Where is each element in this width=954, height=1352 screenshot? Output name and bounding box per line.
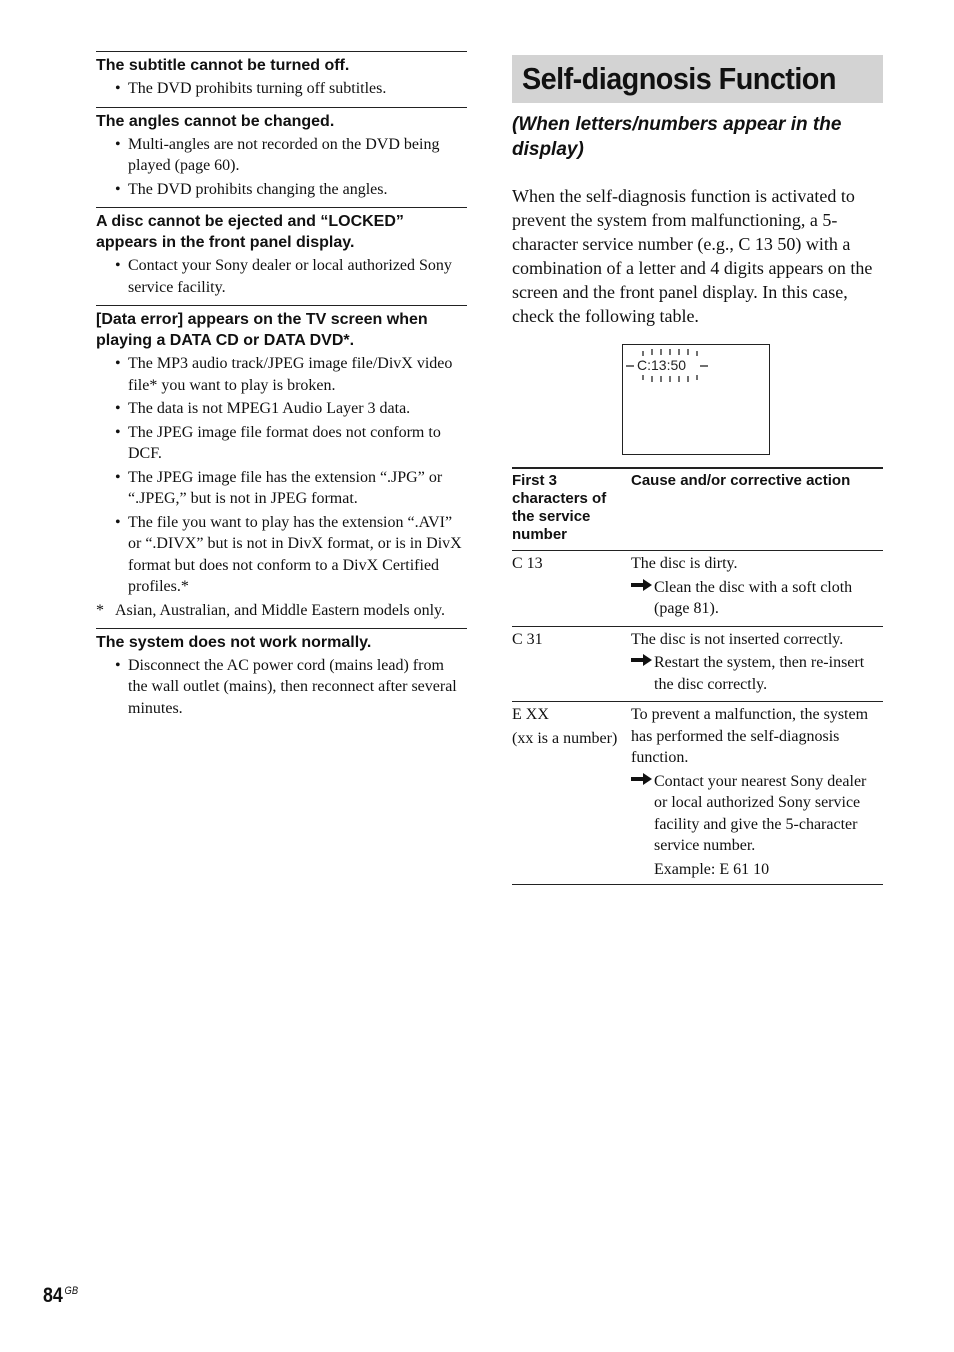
- subheading: (When letters/numbers appear in the display): [512, 114, 842, 160]
- footnote-mark: *: [96, 601, 104, 619]
- list-item: • The JPEG image file has the extension “.JPG” or “.JPEG,” but is not in JPEG format.: [115, 468, 443, 507]
- trouble-section-subtitle: [96, 51, 467, 100]
- column-header-action: Cause and/or corrective action: [631, 472, 851, 489]
- bullet-icon: •: [115, 656, 121, 674]
- footnote: * Asian, Australian, and Middle Eastern models only.: [96, 601, 446, 619]
- trouble-section-not-working: [96, 628, 467, 720]
- bullet-list: [96, 655, 467, 720]
- bullet-list: [96, 134, 467, 201]
- code-cell: [512, 626, 631, 702]
- region-code: GB: [64, 1285, 79, 1297]
- column-header-code: First 3 characters of the service number: [512, 472, 607, 543]
- self-diagnosis-column: [512, 55, 883, 878]
- service-code-note: (xx is a number): [512, 729, 618, 747]
- bullet-icon: •: [115, 135, 121, 153]
- code-cell: [512, 551, 631, 627]
- section-banner: [512, 55, 883, 103]
- section-title: [Data error] appears on the TV screen when playing a DATA CD or DATA DVD*.: [96, 311, 428, 349]
- arrow-right-icon: [631, 578, 653, 592]
- trouble-section-locked: [96, 207, 467, 298]
- page-title: Self-diagnosis Function: [522, 61, 836, 96]
- cause-text: The disc is dirty.: [631, 555, 738, 572]
- bullet-list: [96, 255, 467, 298]
- service-code-display: C:13:50: [637, 357, 687, 373]
- list-item: • Disconnect the AC power cord (mains lead) from the wall outlet (mains), then reconnect after several minutes.: [115, 656, 457, 717]
- service-number-table: [512, 467, 883, 885]
- table-row: [512, 626, 883, 702]
- list-item: • The MP3 audio track/JPEG image file/DivX video file* you want to play is broken.: [115, 355, 453, 394]
- corrective-action: Contact your nearest Sony dealer or local authorized Sony service facility and give the 5-character service number.: [631, 771, 883, 857]
- action-cell: [631, 702, 883, 885]
- code-cell: [512, 702, 631, 885]
- list-item: • Multi-angles are not recorded on the DVD being played (page 60).: [115, 135, 440, 174]
- cause-text: The disc is not inserted correctly.: [631, 630, 844, 648]
- arrow-right-icon: [631, 653, 653, 667]
- front-panel-display-illustration: [622, 344, 770, 455]
- list-item: • The data is not MPEG1 Audio Layer 3 data.: [96, 398, 467, 420]
- list-item: • The DVD prohibits changing the angles.: [96, 179, 467, 201]
- list-item: • The DVD prohibits turning off subtitles.: [96, 78, 467, 100]
- table-row: [512, 702, 883, 885]
- section-title: A disc cannot be ejected and “LOCKED” appears in the front panel display.: [96, 213, 404, 251]
- bullet-icon: •: [115, 468, 121, 486]
- table-row: [512, 551, 883, 627]
- table-header-row: [512, 468, 883, 551]
- action-cell: [631, 626, 883, 702]
- action-cell: [631, 551, 883, 627]
- corrective-action: Restart the system, then re-insert the disc correctly.: [631, 652, 883, 695]
- bullet-icon: •: [115, 513, 121, 531]
- bullet-icon: •: [115, 400, 121, 417]
- list-item: • Contact your Sony dealer or local authorized Sony service facility.: [115, 257, 452, 296]
- page-number: 84 $^{GB}$: [43, 1284, 79, 1307]
- example-text: Example: E 61 10: [654, 860, 770, 878]
- bullet-list: [96, 353, 467, 598]
- service-code: C 13: [512, 555, 543, 572]
- bullet-icon: •: [115, 257, 121, 274]
- bullet-icon: •: [115, 355, 121, 372]
- bullet-icon: •: [115, 423, 121, 441]
- section-title: The angles cannot be changed.: [96, 112, 335, 130]
- section-title: The subtitle cannot be turned off.: [96, 57, 350, 74]
- service-code: E XX: [512, 706, 549, 723]
- list-item: • The file you want to play has the extension “.AVI” or “.DIVX” but is not in DivX format, or is in DivX format but does not conform to a DivX Certified profiles.*: [115, 513, 462, 595]
- section-title: The system does not work normally.: [96, 633, 372, 651]
- trouble-section-data-error: [96, 305, 467, 621]
- cause-text: To prevent a malfunction, the system has performed the self-diagnosis function.: [631, 706, 869, 766]
- trouble-section-angles: [96, 107, 467, 201]
- bullet-list: [96, 78, 467, 100]
- bullet-icon: •: [115, 180, 121, 198]
- service-code: C 31: [512, 630, 543, 648]
- bullet-icon: •: [115, 80, 121, 97]
- intro-paragraph: When the self-diagnosis function is activated to prevent the system from malfunctioning, a 5-character service number (e.g., C 13 50) with a combination of a letter and 4 digits appears on the screen and the front panel display. In this case, check the following table.: [512, 186, 873, 326]
- corrective-action: Clean the disc with a soft cloth (page 81).: [631, 577, 883, 620]
- list-item: • The JPEG image file format does not conform to DCF.: [115, 423, 441, 462]
- troubleshooting-column: [96, 51, 467, 726]
- arrow-right-icon: [631, 772, 653, 786]
